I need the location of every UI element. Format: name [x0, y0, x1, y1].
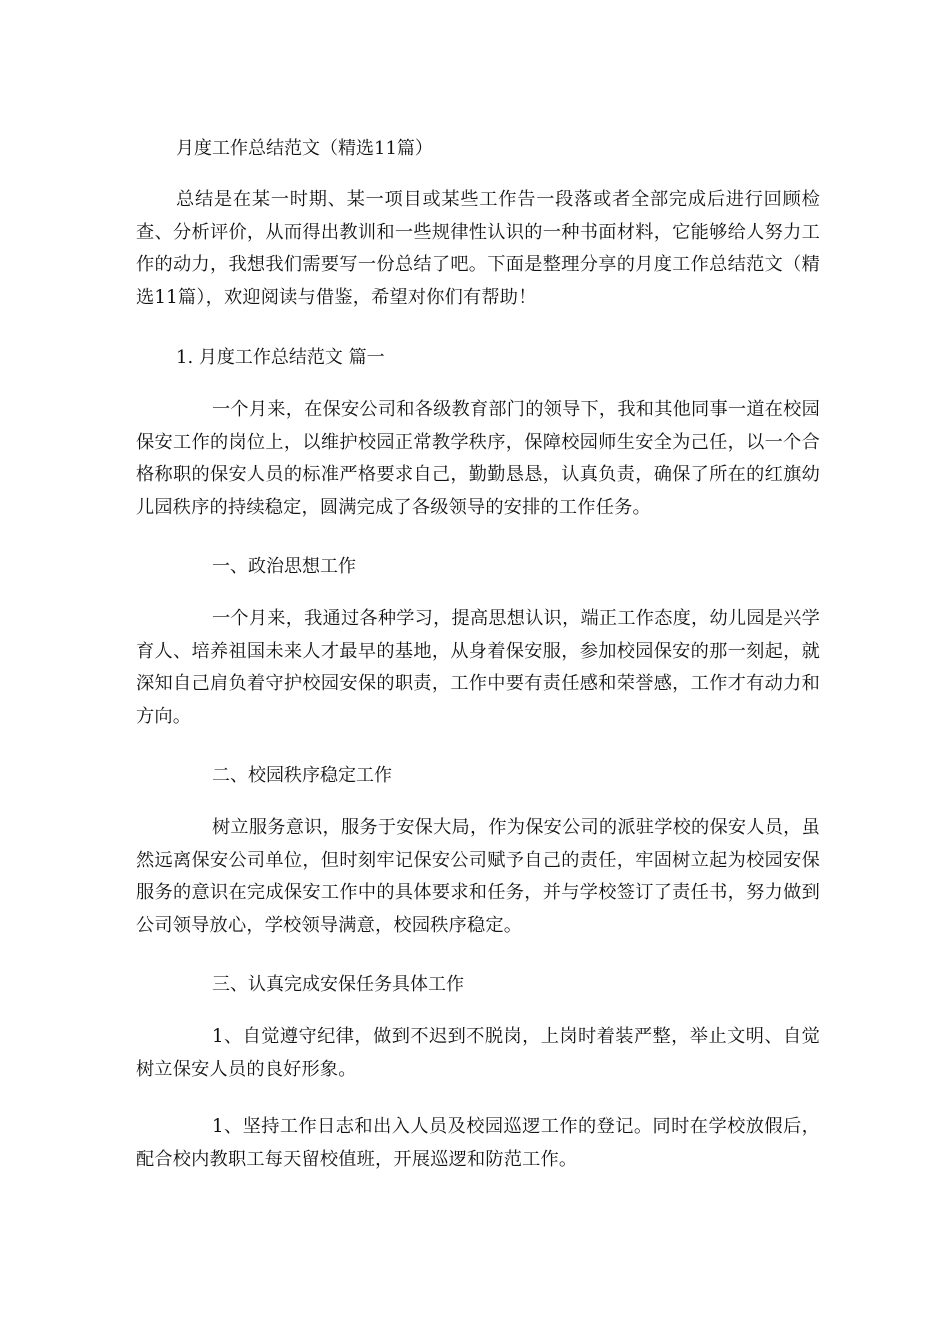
section-2-body: 树立服务意识，服务于安保大局，作为保安公司的派驻学校的保安人员，虽然远离保安公司单位，但时刻牢记保安公司赋予自己的责任，牢固树立起为校园安保服务的意识在完成保安工作中的具体要求和任务，并与学校签订了责任书，努力做到公司领导放心，学校领导满意，校园秩序稳定。: [136, 817, 820, 936]
article-heading: 1. 月度工作总结范文 篇一: [176, 347, 385, 368]
intro-paragraph: 总结是在某一时期、某一项目或某些工作告一段落或者全部完成后进行回顾检查、分析评价，从而得出教训和一些规律性认识的一种书面材料，它能够给人努力工作的动力，我想我们需要写一份总结了吧。下面是整理分享的月度工作总结范文（精选11篇），欢迎阅读与借鉴，希望对你们有帮助！: [136, 189, 820, 308]
section-1-body: 一个月来，我通过各种学习，提高思想认识，端正工作态度，幼儿园是兴学育人、培养祖国未来人才最早的基地，从身着保安服，参加校园保安的那一刻起，就深知自己肩负着守护校园安保的职责，工作中要有责任感和荣誉感，工作才有动力和方向。: [136, 608, 820, 727]
section-2-heading: 二、校园秩序稳定工作: [212, 765, 392, 786]
list-item-1: 1、自觉遵守纪律，做到不迟到不脱岗，上岗时着装严整，举止文明、自觉树立保安人员的良好形象。: [136, 1026, 820, 1080]
paragraph-1: 一个月来，在保安公司和各级教育部门的领导下，我和其他同事一道在校园保安工作的岗位上，以维护校园正常教学秩序，保障校园师生安全为己任，以一个合格称职的保安人员的标准严格要求自己，勤勤恳恳，认真负责，确保了所在的红旗幼儿园秩序的持续稳定，圆满完成了各级领导的安排的工作任务。: [136, 399, 820, 518]
list-item-2: 1、坚持工作日志和出入人员及校园巡逻工作的登记。同时在学校放假后，配合校内教职工每天留校值班，开展巡逻和防范工作。: [136, 1116, 820, 1170]
document-title: 月度工作总结范文（精选11篇）: [176, 138, 433, 159]
section-3-heading: 三、认真完成安保任务具体工作: [212, 974, 464, 995]
section-1-heading: 一、政治思想工作: [212, 556, 356, 577]
